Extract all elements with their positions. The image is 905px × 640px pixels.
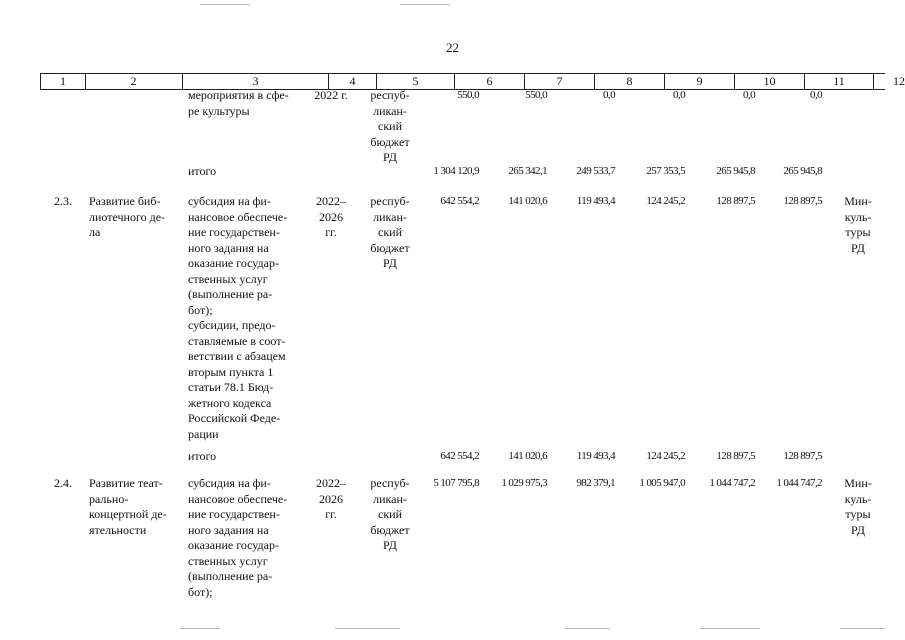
cell-value-col-9: 1 005 947,0 <box>639 477 685 489</box>
cell-value-col-6: 642 554,2 <box>440 195 479 207</box>
header-col-11: 11 <box>805 74 874 89</box>
cell-value-col-11: 265 945,8 <box>783 165 822 177</box>
scan-artifact <box>400 4 450 5</box>
header-col-7: 7 <box>525 74 595 89</box>
header-col-12: 12 <box>893 74 905 88</box>
scan-artifact <box>565 628 610 629</box>
cell-value-col-6: 1 304 120,9 <box>433 165 479 177</box>
cell-value-col-11: 0,0 <box>810 89 822 101</box>
cell-name: Развитие теат- рально- концертной де- ятельности <box>89 476 167 537</box>
cell-value-col-10: 128 897,5 <box>716 450 755 462</box>
cell-value-col-9: 257 353,5 <box>646 165 685 177</box>
cell-source: респуб- ликан- ский бюджет РД <box>370 194 410 270</box>
cell-value-col-7: 1 029 975,3 <box>501 477 547 489</box>
cell-value-col-11: 1 044 747,2 <box>776 477 822 489</box>
cell-value-col-10: 0,0 <box>743 89 755 101</box>
cell-measure: субсидия на фи- нансовое обеспече- ние государствен- ного задания на оказание государ- ственных услуг (выполнение ра- бот); субсидии, предо- ставляемые в соот- ветствии с абзацем вторым пункта 1 статьи 78.1 Бюд- жетного кодекса Российской Феде- рации <box>188 194 288 441</box>
cell-id: 2.3. <box>54 194 72 208</box>
header-col-5: 5 <box>377 74 455 89</box>
cell-measure: итого <box>188 449 217 463</box>
cell-value-col-6: 5 107 795,8 <box>433 477 479 489</box>
header-col-3: 3 <box>183 74 329 89</box>
header-col-4: 4 <box>329 74 377 89</box>
cell-value-col-6: 550,0 <box>457 89 479 101</box>
cell-value-col-11: 128 897,5 <box>783 450 822 462</box>
scan-artifact <box>180 628 220 629</box>
cell-value-col-7: 265 342,1 <box>508 165 547 177</box>
cell-value-col-10: 265 945,8 <box>716 165 755 177</box>
cell-responsible: Мин- куль- туры РД <box>844 476 872 537</box>
header-col-6: 6 <box>455 74 525 89</box>
scan-artifact <box>840 628 885 629</box>
cell-responsible: Мин- куль- туры РД <box>844 194 872 255</box>
cell-measure: мероприятия в сфе- ре культуры <box>188 88 289 118</box>
cell-value-col-9: 124 245,2 <box>646 195 685 207</box>
cell-period: 2022– 2026 гг. <box>316 476 346 521</box>
cell-name: Развитие биб- лиотечного де- ла <box>89 194 166 239</box>
cell-value-col-8: 0,0 <box>603 89 615 101</box>
cell-value-col-8: 982 379,1 <box>576 477 615 489</box>
header-col-9: 9 <box>665 74 735 89</box>
cell-value-col-7: 550,0 <box>525 89 547 101</box>
cell-value-col-10: 1 044 747,2 <box>709 477 755 489</box>
cell-period: 2022 г. <box>314 88 348 102</box>
cell-period: 2022– 2026 гг. <box>316 194 346 239</box>
cell-value-col-10: 128 897,5 <box>716 195 755 207</box>
cell-source: респуб- ликан- ский бюджет РД <box>370 88 410 164</box>
header-col-2: 2 <box>85 74 183 89</box>
cell-value-col-9: 0,0 <box>673 89 685 101</box>
header-col-8: 8 <box>595 74 665 89</box>
cell-measure: субсидия на фи- нансовое обеспече- ние государствен- ного задания на оказание государ- ственных услуг (выполнение ра- бот); <box>188 476 288 599</box>
cell-value-col-8: 119 493,4 <box>576 450 615 462</box>
header-col-10: 10 <box>735 74 805 89</box>
header-col-1: 1 <box>40 74 86 89</box>
scan-artifact <box>335 628 400 629</box>
cell-value-col-8: 119 493,4 <box>576 195 615 207</box>
cell-value-col-8: 249 533,7 <box>576 165 615 177</box>
cell-value-col-11: 128 897,5 <box>783 195 822 207</box>
scan-artifact <box>200 4 250 5</box>
cell-value-col-6: 642 554,2 <box>440 450 479 462</box>
page-number: 22 <box>446 40 459 55</box>
cell-value-col-7: 141 020,6 <box>508 450 547 462</box>
scan-artifact <box>700 628 760 629</box>
cell-value-col-7: 141 020,6 <box>508 195 547 207</box>
cell-value-col-9: 124 245,2 <box>646 450 685 462</box>
cell-id: 2.4. <box>54 476 72 490</box>
cell-measure: итого <box>188 164 217 178</box>
cell-source: респуб- ликан- ский бюджет РД <box>370 476 410 552</box>
